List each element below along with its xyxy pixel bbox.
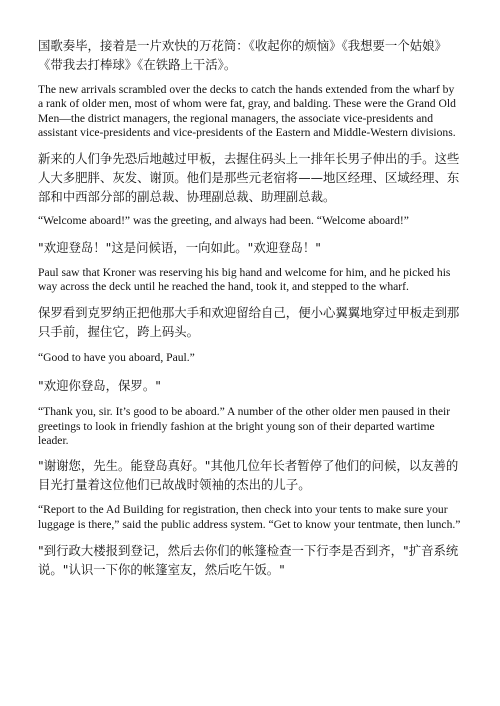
paragraph-en: “Thank you, sir. It’s good to be aboard.” A number of the other older men paused in their greetings to look in friendly fashion at the bright young son of their departed wartime leader. <box>38 405 451 448</box>
paragraph-zh: 新来的人们争先恐后地越过甲板，去握住码头上一排年长男子伸出的手。这些人大多肥胖、灰发、谢顶。他们是那些元老宿将——地区经理、区域经理、东部和中西部分部的副总裁、协理副总裁、助理副总裁。 <box>38 150 460 204</box>
paragraph-en: Paul saw that Kroner was reserving his big hand and welcome for him, and he picked his way across the deck until he reached the hand, took it, and stepped to the wharf. <box>38 266 451 294</box>
paragraph-zh: 国歌奏毕，接着是一片欢快的万花筒：《收起你的烦恼》《我想要一个姑娘》《带我去打棒球》《在铁路上干活》。 <box>38 38 447 72</box>
paragraph-zh: "谢谢您，先生。能登岛真好。"其他几位年长者暂停了他们的问候，以友善的目光打量着这位他们已故战时领袖的杰出的儿子。 <box>38 458 459 493</box>
paragraph-zh: "到行政大楼报到登记，然后去你们的帐篷检查一下行李是否到齐，"扩音系统说。"认识一下你的帐篷室友，然后吃午饭。" <box>38 543 459 578</box>
paragraph-en: “Good to have you aboard, Paul.” <box>38 350 195 364</box>
paragraph-zh: "欢迎登岛！"这是问候语，一向如此。"欢迎登岛！" <box>38 240 321 256</box>
paragraph-zh: "欢迎你登岛，保罗。" <box>38 378 161 394</box>
document-page <box>38 36 462 579</box>
paragraph-en: “Report to the Ad Building for registration, then check into your tents to make sure your luggage is there,” said the public address system. “Get to know your tentmate, then lunch.” <box>38 503 461 531</box>
paragraph-en: “Welcome aboard!” was the greeting, and always had been. “Welcome aboard!” <box>38 213 409 227</box>
paragraph-zh: 保罗看到克罗纳正把他那大手和欢迎留给自己，便小心翼翼地穿过甲板走到那只手前，握住它，跨上码头。 <box>38 304 460 339</box>
paragraph-en: The new arrivals scrambled over the decks to catch the hands extended from the wharf by a rank of older men, most of whom were fat, gray, and balding. These were the Grand Old Men—the district managers, the regional managers, the associate vice-presidents and assistant vice-presidents and vice-presidents of the Eastern and Middle-Western divisions. <box>38 83 456 140</box>
